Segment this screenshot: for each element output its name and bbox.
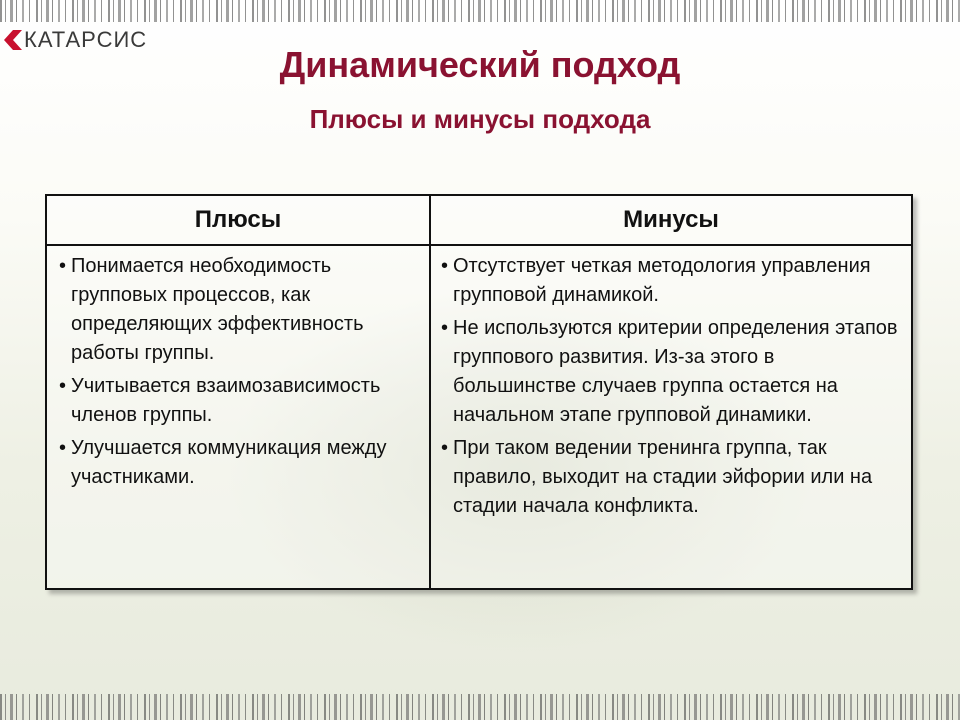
cons-list [441, 252, 903, 521]
table-row [46, 245, 912, 589]
bottom-barcode-decoration [0, 694, 960, 720]
list-item: • Понимается необходимость групповых процессов, как определяющих эффективность работы группы. [59, 252, 417, 368]
page-subtitle: Плюсы и минусы подхода [309, 104, 651, 134]
pros-cons-table [45, 194, 913, 590]
logo-text: КАТАРСИС [24, 27, 148, 52]
column-header-pros: Плюсы [46, 195, 430, 245]
column-header-cons: Минусы [430, 195, 912, 245]
pros-cell [46, 245, 430, 589]
list-item: • Отсутствует четкая методология управления групповой динамикой. [441, 252, 903, 310]
pros-list [59, 252, 417, 492]
list-item: • Не используются критерии определения этапов группового развития. Из-за этого в большинстве случаев группа остается на начальном этапе групповой динамики. [441, 314, 903, 430]
page-title: Динамический подход [279, 44, 681, 85]
cons-cell [430, 245, 912, 589]
list-item: • При таком ведении тренинга группа, так правило, выходит на стадии эйфории или на стадии начала конфликта. [441, 434, 903, 521]
table-header-row [46, 195, 912, 245]
top-barcode-decoration [0, 0, 960, 22]
list-item: • Улучшается коммуникация между участниками. [59, 434, 417, 492]
list-item: • Учитывается взаимозависимость членов группы. [59, 372, 417, 430]
